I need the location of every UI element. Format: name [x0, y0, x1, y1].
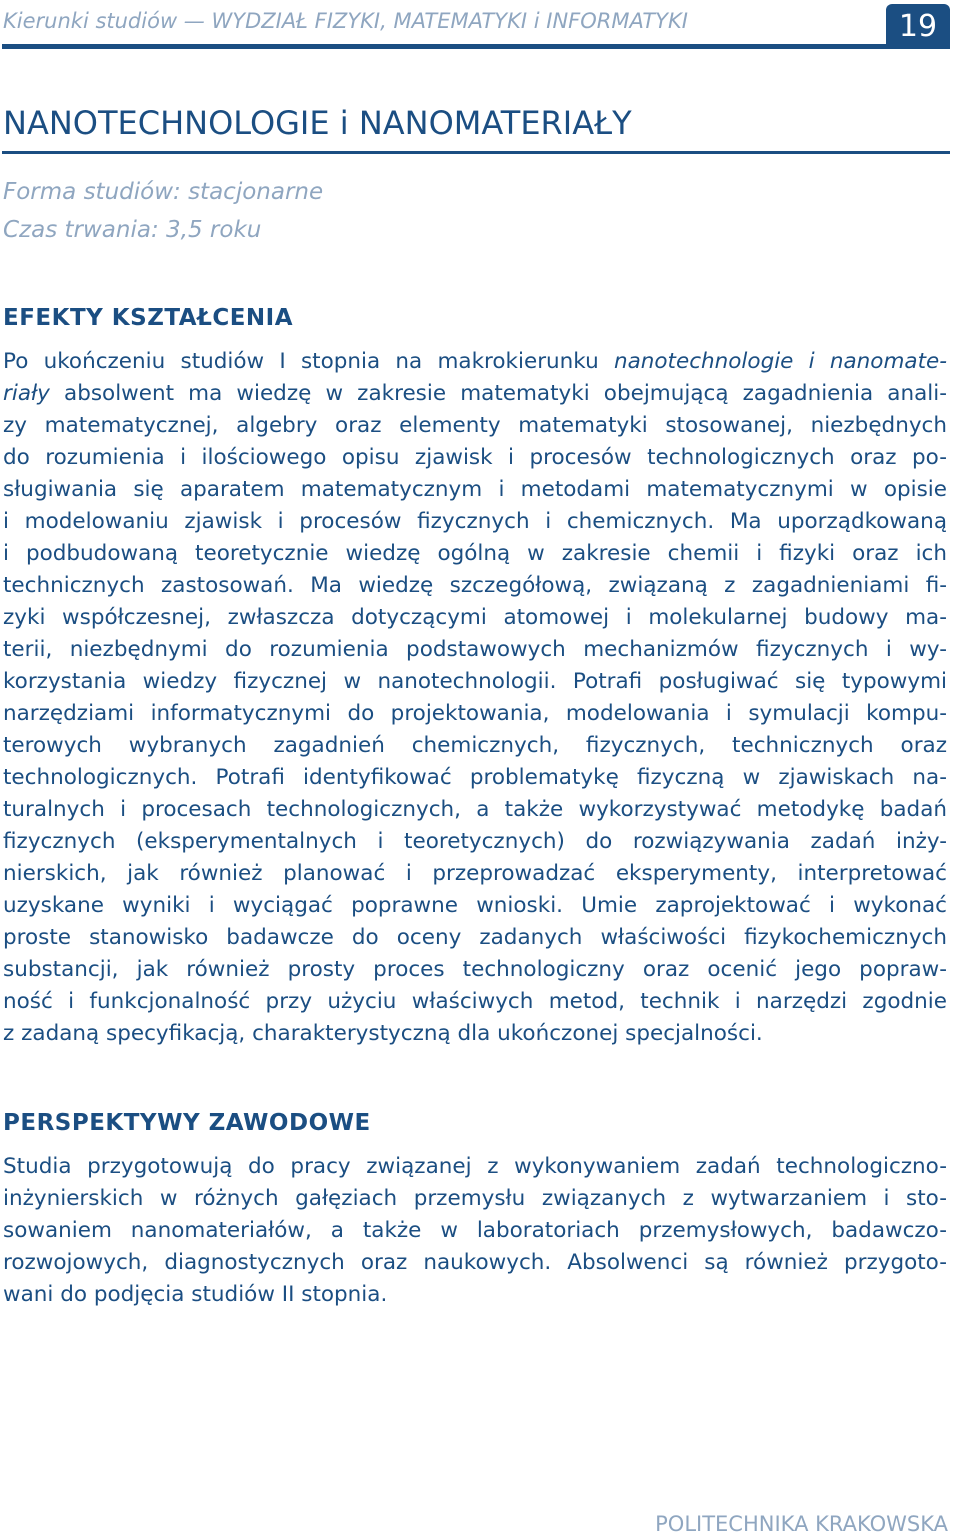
text-fragment: absolwent ma wiedzę w zakresie matematyki obejmującą zagadnienia anali- — [49, 381, 947, 406]
text-line: inżynierskich w różnych gałęziach przemysłu związanych z wytwarzaniem i sto- — [3, 1186, 947, 1211]
paragraph-efekty — [3, 346, 947, 1050]
text-line: do rozumienia i ilościowego opisu zjawisk i procesów technologicznych oraz po- — [3, 445, 947, 470]
study-form: Forma studiów: stacjonarne — [3, 179, 324, 205]
footer-organization: POLITECHNIKA KRAKOWSKA — [655, 1512, 948, 1536]
text-line: zy matematycznej, algebry oraz elementy matematyki stosowanej, niezbędnych — [3, 413, 947, 438]
text-line — [3, 346, 947, 378]
text-line: narzędziami informatycznymi do projektowania, modelowania i symulacji kompu- — [3, 701, 947, 726]
text-fragment: Po ukończeniu studiów I stopnia na makrokierunku — [3, 349, 614, 374]
title-rule — [2, 151, 950, 154]
study-duration: Czas trwania: 3,5 roku — [3, 217, 262, 243]
text-line: turalnych i procesach technologicznych, a także wykorzystywać metodykę badań — [3, 797, 947, 822]
text-line: ność i funkcjonalność przy użyciu właściwych metod, technik i narzędzi zgodnie — [3, 989, 947, 1014]
section-heading-efekty: EFEKTY KSZTAŁCENIA — [3, 305, 294, 331]
text-line: i modelowaniu zjawisk i procesów fizycznych i chemicznych. Ma uporządkowaną — [3, 509, 947, 534]
text-line: terowych wybranych zagadnień chemicznych, fizycznych, technicznych oraz — [3, 733, 947, 758]
text-line: terii, niezbędnymi do rozumienia podstawowych mechanizmów fizycznych i wy- — [3, 637, 947, 662]
paragraph-perspektywy — [3, 1151, 947, 1311]
text-line: technologicznych. Potrafi identyfikować problematykę fizyczną w zjawiskach na- — [3, 765, 947, 790]
running-header: Kierunki studiów — WYDZIAŁ FIZYKI, MATEMATYKI i INFORMATYKI — [3, 9, 688, 33]
text-line: i podbudowaną teoretycznie wiedzę ogólną w zakresie chemii i fizyki oraz ich — [3, 541, 947, 566]
text-line: wani do podjęcia studiów II stopnia. — [3, 1282, 388, 1307]
italic-term: nanotechnologie i nanomate- — [613, 349, 947, 374]
italic-term: riały — [3, 381, 50, 406]
text-line: z zadaną specyfikacją, charakterystyczną dla ukończonej specjalności. — [3, 1021, 763, 1046]
text-line: zyki współczesnej, zwłaszcza dotyczącymi atomowej i molekularnej budowy ma- — [3, 605, 947, 630]
text-line: nierskich, jak również planować i przeprowadzać eksperymenty, interpretować — [3, 861, 947, 886]
text-line: uzyskane wyniki i wyciągać poprawne wnioski. Umie zaprojektować i wykonać — [3, 893, 947, 918]
text-line — [3, 378, 947, 410]
text-line: rozwojowych, diagnostycznych oraz naukowych. Absolwenci są również przygoto- — [3, 1250, 947, 1275]
text-line: fizycznych (eksperymentalnych i teoretycznych) do rozwiązywania zadań inży- — [3, 829, 947, 854]
section-heading-perspektywy: PERSPEKTYWY ZAWODOWE — [3, 1110, 371, 1136]
text-line: korzystania wiedzy fizycznej w nanotechnologii. Potrafi posługiwać się typowymi — [3, 669, 947, 694]
page-title: NANOTECHNOLOGIE i NANOMATERIAŁY — [3, 104, 632, 142]
text-line: sowaniem nanomateriałów, a także w laboratoriach przemysłowych, badawczo- — [3, 1218, 947, 1243]
text-line: technicznych zastosowań. Ma wiedzę szczegółową, związaną z zagadnieniami fi- — [3, 573, 947, 598]
text-line: sługiwania się aparatem matematycznym i metodami matematycznymi w opisie — [3, 477, 947, 502]
text-line: proste stanowisko badawcze do oceny zadanych właściwości fizykochemicznych — [3, 925, 947, 950]
header-rule — [2, 44, 950, 49]
page-number: 19 — [886, 4, 950, 49]
text-line: Studia przygotowują do pracy związanej z wykonywaniem zadań technologiczno- — [3, 1154, 947, 1179]
text-line: substancji, jak również prosty proces technologiczny oraz ocenić jego popraw- — [3, 957, 947, 982]
